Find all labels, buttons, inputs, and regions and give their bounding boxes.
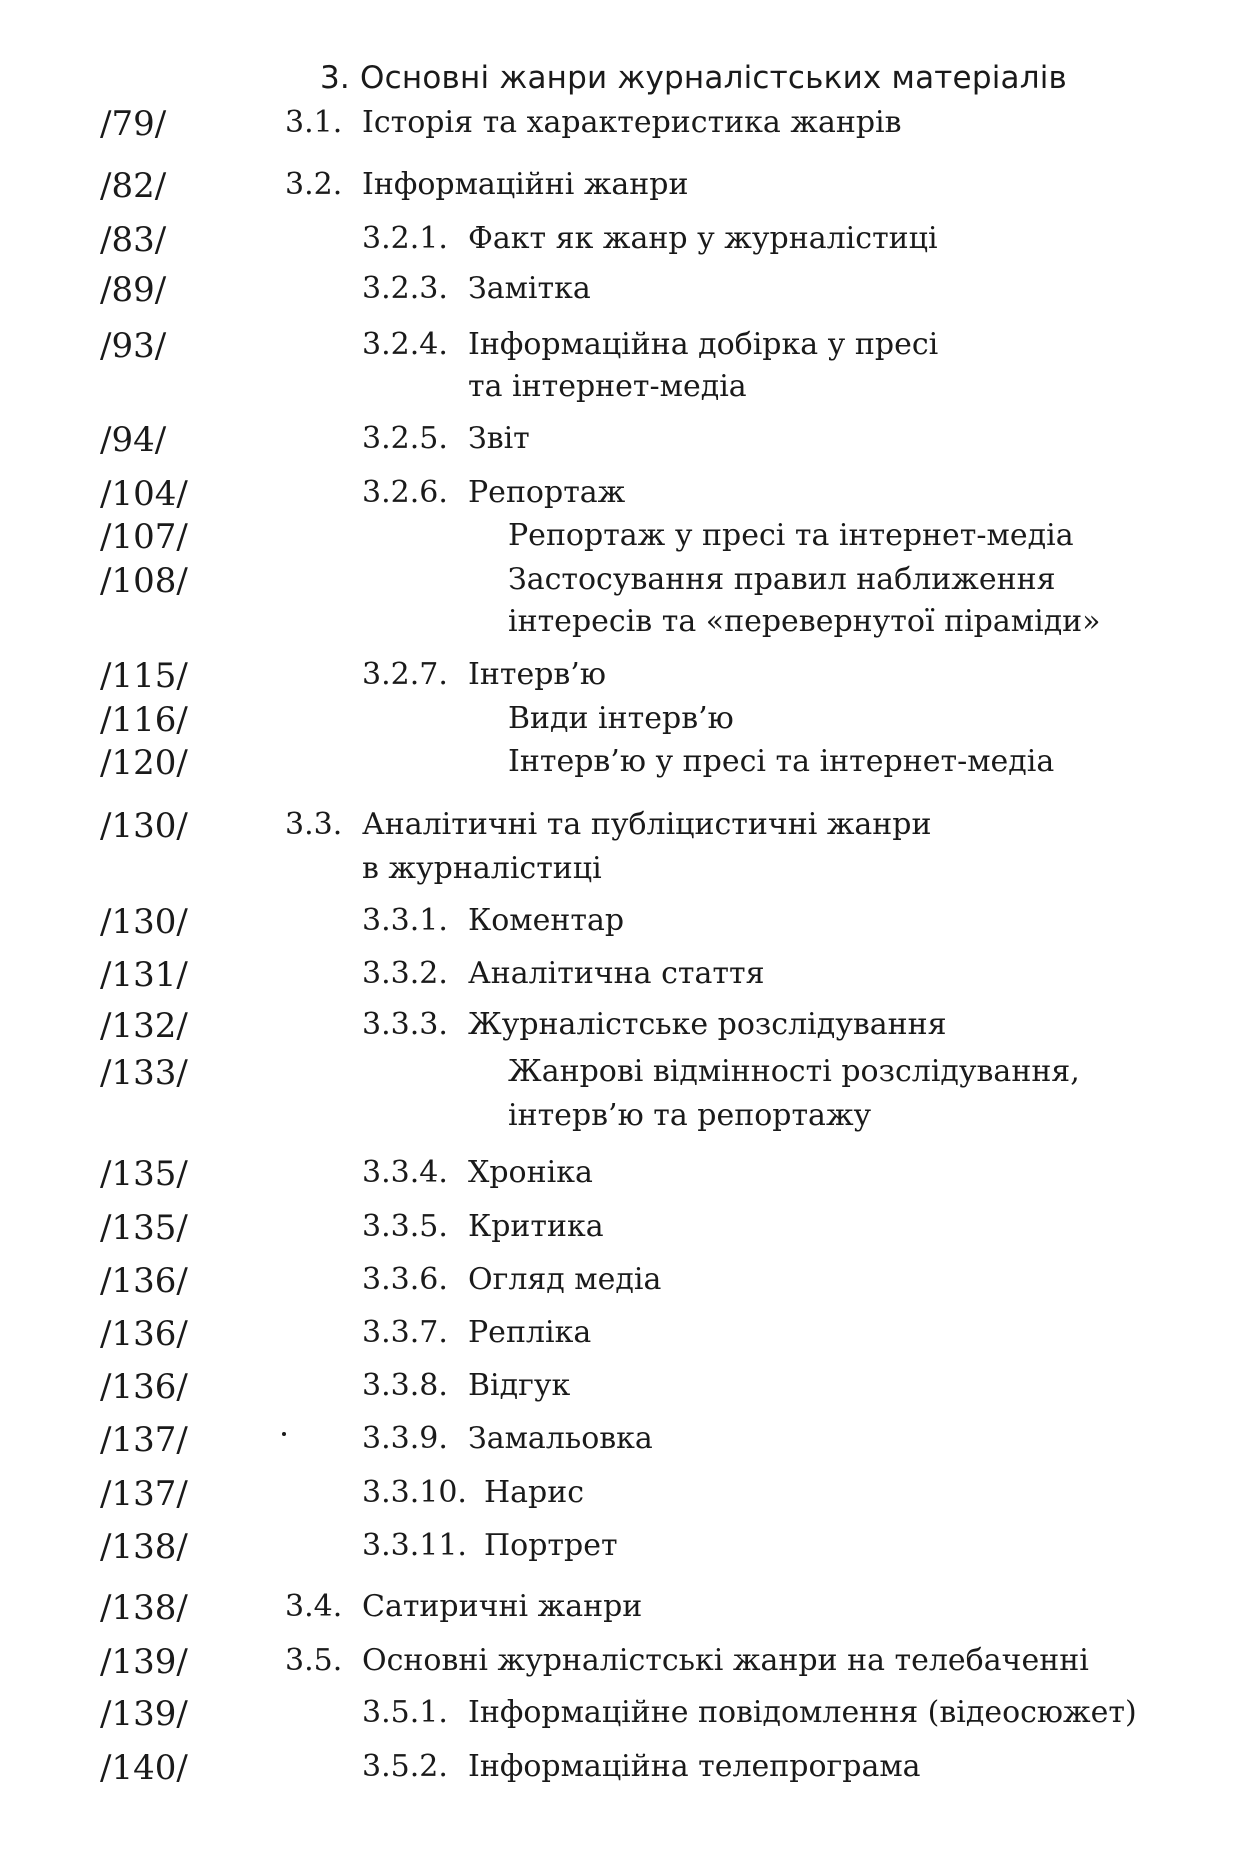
page-ref: /107/ <box>100 517 188 557</box>
stray-dot <box>282 1432 286 1436</box>
toc-entry <box>0 1006 1245 1046</box>
entry-label: Застосування правил наближення <box>508 562 1056 597</box>
toc-entry <box>0 1154 1245 1194</box>
page-ref: /136/ <box>100 1314 188 1354</box>
entry-number: 3.2.4. <box>362 327 448 362</box>
page-ref: /132/ <box>100 1006 188 1046</box>
page-ref: /120/ <box>100 743 188 783</box>
entry-number: 3.2.3. <box>362 271 448 306</box>
entry-number: 3.2. <box>285 167 343 202</box>
section-title: 3. Основні жанри журналістських матеріалів <box>320 60 1068 96</box>
entry-label: Факт як жанр у журналістиці <box>468 221 938 256</box>
entry-label: Жанрові відмінності розслідування, <box>508 1054 1080 1089</box>
toc-entry <box>0 806 1245 886</box>
page-ref: /131/ <box>100 955 188 995</box>
page-ref: /93/ <box>100 326 167 366</box>
entry-number: 3.3.7. <box>362 1315 448 1350</box>
entry-label: Репортаж <box>468 475 626 510</box>
page-ref: /136/ <box>100 1261 188 1301</box>
toc-entry <box>0 1474 1245 1514</box>
entry-number: 3.5.2. <box>362 1749 448 1784</box>
toc-entry <box>0 220 1245 260</box>
page-ref: /104/ <box>100 474 188 514</box>
entry-label: Інтерв’ю <box>468 657 606 692</box>
toc-entry <box>0 1261 1245 1301</box>
entry-label-continuation: інтересів та «перевернутої піраміди» <box>508 604 1101 639</box>
toc-entry <box>0 902 1245 942</box>
entry-label: Звіт <box>468 421 530 456</box>
entry-label: Інтерв’ю у пресі та інтернет-медіа <box>508 744 1055 779</box>
page-ref: /89/ <box>100 270 167 310</box>
entry-number: 3.2.5. <box>362 421 448 456</box>
entry-label-continuation: в журналістиці <box>362 851 602 886</box>
page-ref: /137/ <box>100 1474 188 1514</box>
page-ref: /94/ <box>100 420 167 460</box>
entry-label: Сатиричні жанри <box>362 1589 643 1624</box>
entry-label: Відгук <box>468 1368 571 1403</box>
toc-entry <box>0 326 1245 404</box>
toc-entry <box>0 166 1245 206</box>
entry-label: Основні журналістські жанри на телебаченні <box>362 1643 1089 1678</box>
toc-entry <box>0 104 1245 144</box>
entry-number: 3.3. <box>285 807 343 842</box>
entry-number: 3.3.5. <box>362 1209 448 1244</box>
toc-entry <box>0 1208 1245 1248</box>
entry-number: 3.4. <box>285 1589 343 1624</box>
entry-number: 3.3.2. <box>362 956 448 991</box>
toc-entry <box>0 656 1245 696</box>
page-ref: /79/ <box>100 104 167 144</box>
entry-label: Портрет <box>484 1528 618 1563</box>
entry-label: Історія та характеристика жанрів <box>362 105 902 140</box>
page-ref: /138/ <box>100 1527 188 1567</box>
entry-label: Нарис <box>484 1475 585 1510</box>
toc-entry <box>0 474 1245 514</box>
entry-number: 3.5.1. <box>362 1695 448 1730</box>
entry-label: Репортаж у пресі та інтернет-медіа <box>508 518 1074 553</box>
toc-entry <box>0 1642 1245 1682</box>
page-ref: /139/ <box>100 1694 188 1734</box>
toc-entry <box>0 270 1245 310</box>
page-ref: /140/ <box>100 1748 188 1788</box>
toc-entry <box>0 517 1245 557</box>
page-ref: /83/ <box>100 220 167 260</box>
page-ref: /136/ <box>100 1367 188 1407</box>
entry-number: 3.3.6. <box>362 1262 448 1297</box>
entry-number: 3.3.1. <box>362 903 448 938</box>
page-ref: /138/ <box>100 1588 188 1628</box>
page-ref: /115/ <box>100 656 188 696</box>
toc-entry <box>0 1527 1245 1567</box>
toc-entry <box>0 1588 1245 1628</box>
entry-label: Критика <box>468 1209 604 1244</box>
entry-label: Хроніка <box>468 1155 593 1190</box>
page-ref: /139/ <box>100 1642 188 1682</box>
toc-entry <box>0 743 1245 783</box>
toc-entry <box>0 1053 1245 1133</box>
page-ref: /116/ <box>100 700 188 740</box>
entry-number: 3.3.4. <box>362 1155 448 1190</box>
entry-number: 3.2.1. <box>362 221 448 256</box>
entry-label: Репліка <box>468 1315 592 1350</box>
entry-label: Замальовка <box>468 1421 653 1456</box>
entry-label: Інформаційні жанри <box>362 167 689 202</box>
page-ref: /135/ <box>100 1154 188 1194</box>
toc-entry <box>0 1367 1245 1407</box>
page-ref: /82/ <box>100 166 167 206</box>
entry-number: 3.3.11. <box>362 1528 467 1563</box>
page-ref: /130/ <box>100 806 188 846</box>
page-ref: /133/ <box>100 1053 188 1093</box>
page-ref: /137/ <box>100 1420 188 1460</box>
entry-label: Коментар <box>468 903 625 938</box>
toc-entry <box>0 1314 1245 1354</box>
entry-label: Журналістське розслідування <box>468 1007 947 1042</box>
entry-number: 3.5. <box>285 1643 343 1678</box>
entry-number: 3.3.8. <box>362 1368 448 1403</box>
entry-label-continuation: та інтернет-медіа <box>468 369 747 404</box>
entry-number: 3.2.6. <box>362 475 448 510</box>
entry-number: 3.2.7. <box>362 657 448 692</box>
entry-label: Огляд медіа <box>468 1262 662 1297</box>
toc-entry <box>0 1694 1245 1734</box>
page-ref: /130/ <box>100 902 188 942</box>
entry-number: 3.3.10. <box>362 1475 467 1510</box>
entry-label: Аналітичні та публіцистичні жанри <box>362 807 932 842</box>
entry-label: Аналітична стаття <box>468 956 765 991</box>
entry-number: 3.3.3. <box>362 1007 448 1042</box>
entry-number: 3.3.9. <box>362 1421 448 1456</box>
entry-label: Види інтерв’ю <box>508 701 734 736</box>
entry-label-continuation: інтерв’ю та репортажу <box>508 1098 872 1133</box>
toc-entry <box>0 700 1245 740</box>
toc-entry <box>0 561 1245 639</box>
entry-label: Інформаційна телепрограма <box>468 1749 921 1784</box>
toc-entry <box>0 1420 1245 1460</box>
toc-entry <box>0 955 1245 995</box>
toc-entry <box>0 1748 1245 1788</box>
entry-label: Замітка <box>468 271 591 306</box>
entry-number: 3.1. <box>285 105 343 140</box>
entry-label: Інформаційне повідомлення (відеосюжет) <box>468 1695 1137 1730</box>
page-ref: /135/ <box>100 1208 188 1248</box>
entry-label: Інформаційна добірка у пресі <box>468 327 939 362</box>
page-ref: /108/ <box>100 561 188 601</box>
toc-entry <box>0 420 1245 460</box>
